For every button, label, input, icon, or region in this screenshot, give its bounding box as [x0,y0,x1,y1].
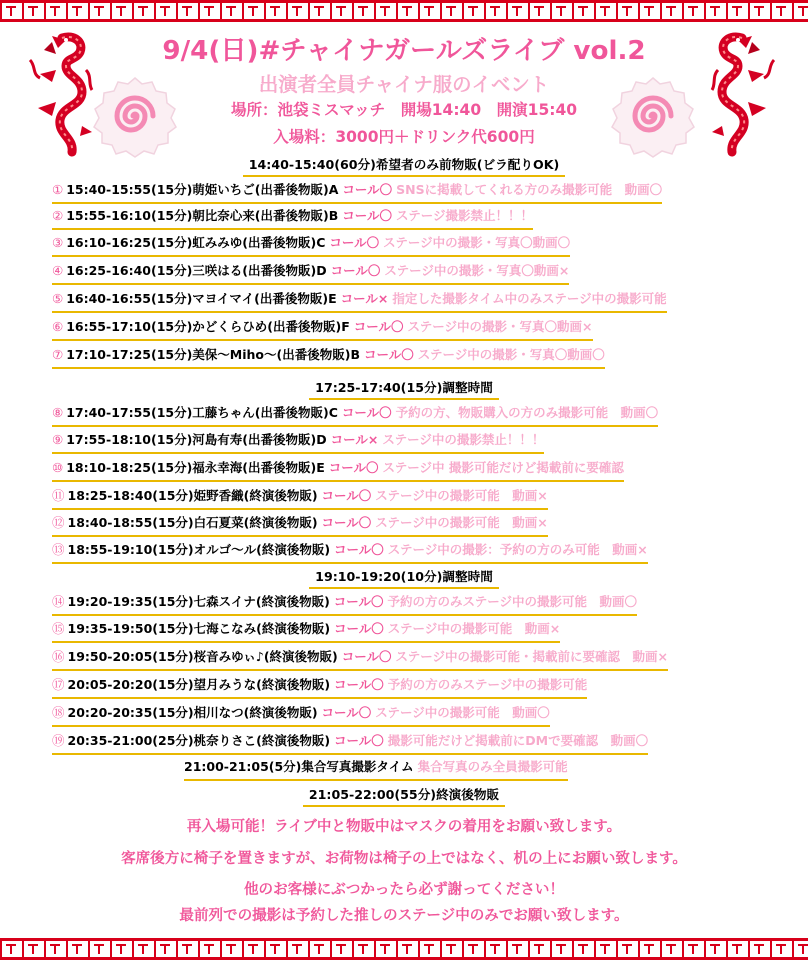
performer-slot: ④ 16:25-16:40(15分)三咲はる(出番後物販)D コール〇 ステージ中の撮影・写真〇動画× [52,261,569,285]
performer-slot: ⑬ 18:55-19:10(15分)オルゴ〜ル(終演後物販) コール〇 ステージ中の撮影：予約の方のみ可能 動画× [52,540,648,564]
performer-slot: ⑰ 20:05-20:20(15分)望月みうな(終演後物販) コール〇 予約の方のみステージ中の撮影可能 [52,675,587,699]
group-photo-time: 21:00-21:05(5分)集合写真撮影タイム 集合写真のみ全員撮影可能 [184,757,568,781]
event-title: 9/4(日)#チャイナガールズライブ vol.2 [162,36,646,66]
performer-slot: ② 15:55-16:10(15分)朝比奈心来(出番後物販)B コール〇 ステージ撮影禁止！！！ [52,206,533,230]
session-heading: 14:40-15:40(60分)希望者のみ前物販(ビラ配りOK) [0,154,808,177]
event-subtitle: 出演者全員チャイナ服のイベント [258,73,550,96]
performer-slot: ⑯ 19:50-20:05(15分)桜音みゆぃ♪(終演後物販) コール〇 ステージ中の撮影可能・掲載前に要確認 動画× [52,647,668,671]
notice-text: 最前列での撮影は予約した推しのステージ中のみでお願い致します。 [179,907,629,924]
performer-slot: ⑲ 20:35-21:00(25分)桃奈りさこ(終演後物販) コール〇 撮影可能だけど掲載前にDMで要確認 動画〇 [52,731,648,755]
performer-slot: ① 15:40-15:55(15分)萌姫いちご(出番後物販)A コール〇 SNSに掲載してくれる方のみ撮影可能 動画〇 [52,180,662,204]
admission-fee: 入場料：3000円＋ドリンク代600円 [273,128,535,146]
top-border-pattern [0,0,808,22]
performer-slot: ⑤ 16:40-16:55(15分)マヨイマイ(出番後物販)E コール× 指定した撮影タイム中のみステージ中の撮影可能 [52,289,667,313]
performer-slot: ⑦ 17:10-17:25(15分)美保〜Miho〜(出番後物販)B コール〇 ステージ中の撮影・写真〇動画〇 [52,345,605,369]
performer-slot: ⑮ 19:35-19:50(15分)七海こなみ(終演後物販) コール〇 ステージ中の撮影可能 動画× [52,619,560,643]
performer-slot: ⑫ 18:40-18:55(15分)白石夏菜(終演後物販) コール〇 ステージ中の撮影可能 動画× [52,513,548,537]
performer-slot: ⑪ 18:25-18:40(15分)姫野香織(終演後物販) コール〇 ステージ中の撮影可能 動画× [52,486,548,510]
bottom-border-pattern [0,938,808,960]
performer-slot: ⑭ 19:20-19:35(15分)七森スイナ(終演後物販) コール〇 予約の方のみステージ中の撮影可能 動画〇 [52,592,637,616]
session-heading: 17:25-17:40(15分)調整時間 [0,377,808,400]
notice-text: 客席後方に椅子を置きますが、お荷物は椅子の上ではなく、机の上にお願い致します。 [121,850,687,867]
photo-time-note: 集合写真のみ全員撮影可能 [417,759,568,774]
performer-slot: ⑱ 20:20-20:35(15分)相川なつ(終演後物販) コール〇 ステージ中の撮影可能 動画〇 [52,703,550,727]
notice-text: 他のお客様にぶつかったら必ず謝ってください！ [243,881,565,898]
performer-slot: ⑥ 16:55-17:10(15分)かどくらひめ(出番後物販)F コール〇 ステージ中の撮影・写真〇動画× [52,317,593,341]
performer-slot: ⑧ 17:40-17:55(15分)工藤ちゃん(出番後物販)C コール〇 予約の方、物販購入の方のみ撮影可能 動画〇 [52,403,658,427]
notice-text: 再入場可能！ライブ中と物販中はマスクの着用をお願い致します。 [186,818,622,835]
performer-slot: ⑨ 17:55-18:10(15分)河島有寿(出番後物販)D コール× ステージ中の撮影禁止！！！ [52,430,544,454]
session-heading: 21:05-22:00(55分)終演後物販 [0,784,808,807]
session-heading: 19:10-19:20(10分)調整時間 [0,566,808,589]
performer-slot: ⑩ 18:10-18:25(15分)福永幸海(出番後物販)E コール〇 ステージ中 撮影可能だけど掲載前に要確認 [52,458,624,482]
performer-slot: ③ 16:10-16:25(15分)虹みみゆ(出番後物販)C コール〇 ステージ中の撮影・写真〇動画〇 [52,233,570,257]
venue-info: 場所：池袋ミスマッチ 開場14:40 開演15:40 [230,101,578,119]
